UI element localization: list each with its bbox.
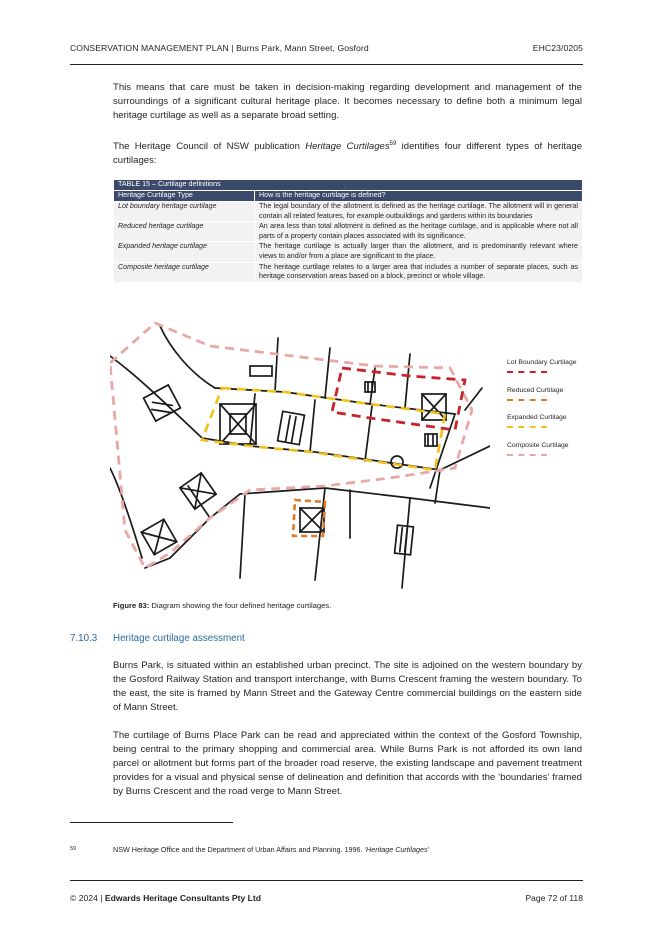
figure-caption-text: Diagram showing the four defined heritage curtilages. <box>149 601 332 610</box>
table-row <box>114 202 582 222</box>
figure-caption <box>113 601 331 610</box>
curtilage-definitions-table <box>114 180 582 282</box>
section-paragraph-2: The curtilage of Burns Place Park can be read and appreciated within the context of the Gosford Township, being central to the primary shopping and commercial area. While Burns Park is not afforded its own land parcel or allotment but forms part of the broader road reserve, the existing landscape and pavement treatment provides for a visual and physical sense of delineation and definition that accords with the ‘boundaries’ framed by Burns Crescent and the road verge to Mann Street. <box>113 730 582 798</box>
table-caption: TABLE 15 – Curtilage definitions <box>114 180 582 191</box>
curtilage-type: Lot boundary heritage curtilage <box>114 202 255 222</box>
section-paragraph-1: Burns Park, is situated within an established urban precinct. The site is adjoined on the western boundary by the Gosford Railway Station and transport interchange, with Burns Crescent framing the western boundary. To the east, the site is framed by Mann Street and the Gateway Centre commercial buildings on the eastern side of Mann Street. <box>113 660 582 714</box>
expanded-curtilage-boundary <box>202 388 445 470</box>
document-reference: EHC23/0205 <box>532 43 583 53</box>
legend-label-reduced: Reduced Curtilage <box>507 387 564 394</box>
footnote-number: 59 <box>70 846 77 852</box>
footnote-separator <box>70 822 233 823</box>
curtilage-definition: The heritage curtilage relates to a larger area that includes a number of separate places, such as heritage conservation areas based on a block, precinct or whole village. <box>255 262 583 282</box>
page-number: Page 72 of 118 <box>525 893 583 903</box>
legend-label-expanded: Expanded Curtilage <box>507 414 567 421</box>
composite-curtilage-boundary <box>110 323 472 568</box>
header-title: CONSERVATION MANAGEMENT PLAN | Burns Park, Mann Street, Gosford <box>70 43 369 53</box>
footnote-source: NSW Heritage Office and the Department of Urban Affairs and Planning. 1996. ‘ <box>113 845 367 854</box>
footer-copyright <box>70 893 261 903</box>
legend-swatch-lot-boundary <box>507 371 547 373</box>
footnote-end: ’ <box>427 845 430 854</box>
table-row <box>114 242 582 262</box>
legend-label-composite: Composite Curtilage <box>507 442 569 449</box>
footer-rule <box>70 880 583 881</box>
table-header-definition: How is the heritage curtilage is defined? <box>255 191 583 202</box>
street-lines <box>110 326 490 588</box>
company-name: Edwards Heritage Consultants Pty Ltd <box>104 893 262 903</box>
legend-label-lot-boundary: Lot Boundary Curtilage <box>507 359 577 366</box>
table-row <box>114 262 582 282</box>
curtilage-definition: The legal boundary of the allotment is defined as the heritage curtilage. The allotment will in general contain all related features, for example outbuildings and gardens within its boundaries <box>255 202 583 222</box>
publication-title: Heritage Curtilages <box>305 141 390 153</box>
curtilage-type: Reduced heritage curtilage <box>114 222 255 242</box>
curtilage-diagram <box>110 318 490 598</box>
intro-paragraph-1: This means that care must be taken in decision-making regarding development and management of the surroundings of a significant cultural heritage place. It becomes necessary to define both a minimum legal heritage curtilage as well as a separate broad setting. <box>113 82 582 122</box>
footnote-ref: 59 <box>389 141 397 147</box>
intro-text-end: identifies four different types of heritage curtilages: <box>113 141 583 167</box>
curtilage-definition: The heritage curtilage is actually larger than the allotment, and is predominantly relevant where views to and/or from a place are significant to the place. <box>255 242 583 262</box>
legend-swatch-composite <box>507 454 547 456</box>
intro-paragraph-2 <box>113 137 582 168</box>
legend-swatch-reduced <box>507 399 547 401</box>
figure-number: Figure 83: <box>113 601 150 610</box>
footnote-text <box>113 845 429 854</box>
legend-swatch-expanded <box>507 426 547 428</box>
intro-text: The Heritage Council of NSW publication <box>113 141 306 153</box>
header-rule <box>70 64 583 65</box>
table-header-type: Heritage Curtilage Type <box>114 191 255 202</box>
copyright-text: © 2024 | <box>70 893 105 903</box>
curtilage-type: Expanded heritage curtilage <box>114 242 255 262</box>
table-row <box>114 222 582 242</box>
footnote-title: Heritage Curtilages <box>366 845 428 854</box>
curtilage-type: Composite heritage curtilage <box>114 262 255 282</box>
section-number: 7.10.3 <box>70 633 98 644</box>
curtilage-definition: An area less than total allotment is defined as the heritage curtilage, and is applicable where not all parts of a property contain places associated with its significance. <box>255 222 583 242</box>
section-title: Heritage curtilage assessment <box>113 633 245 644</box>
